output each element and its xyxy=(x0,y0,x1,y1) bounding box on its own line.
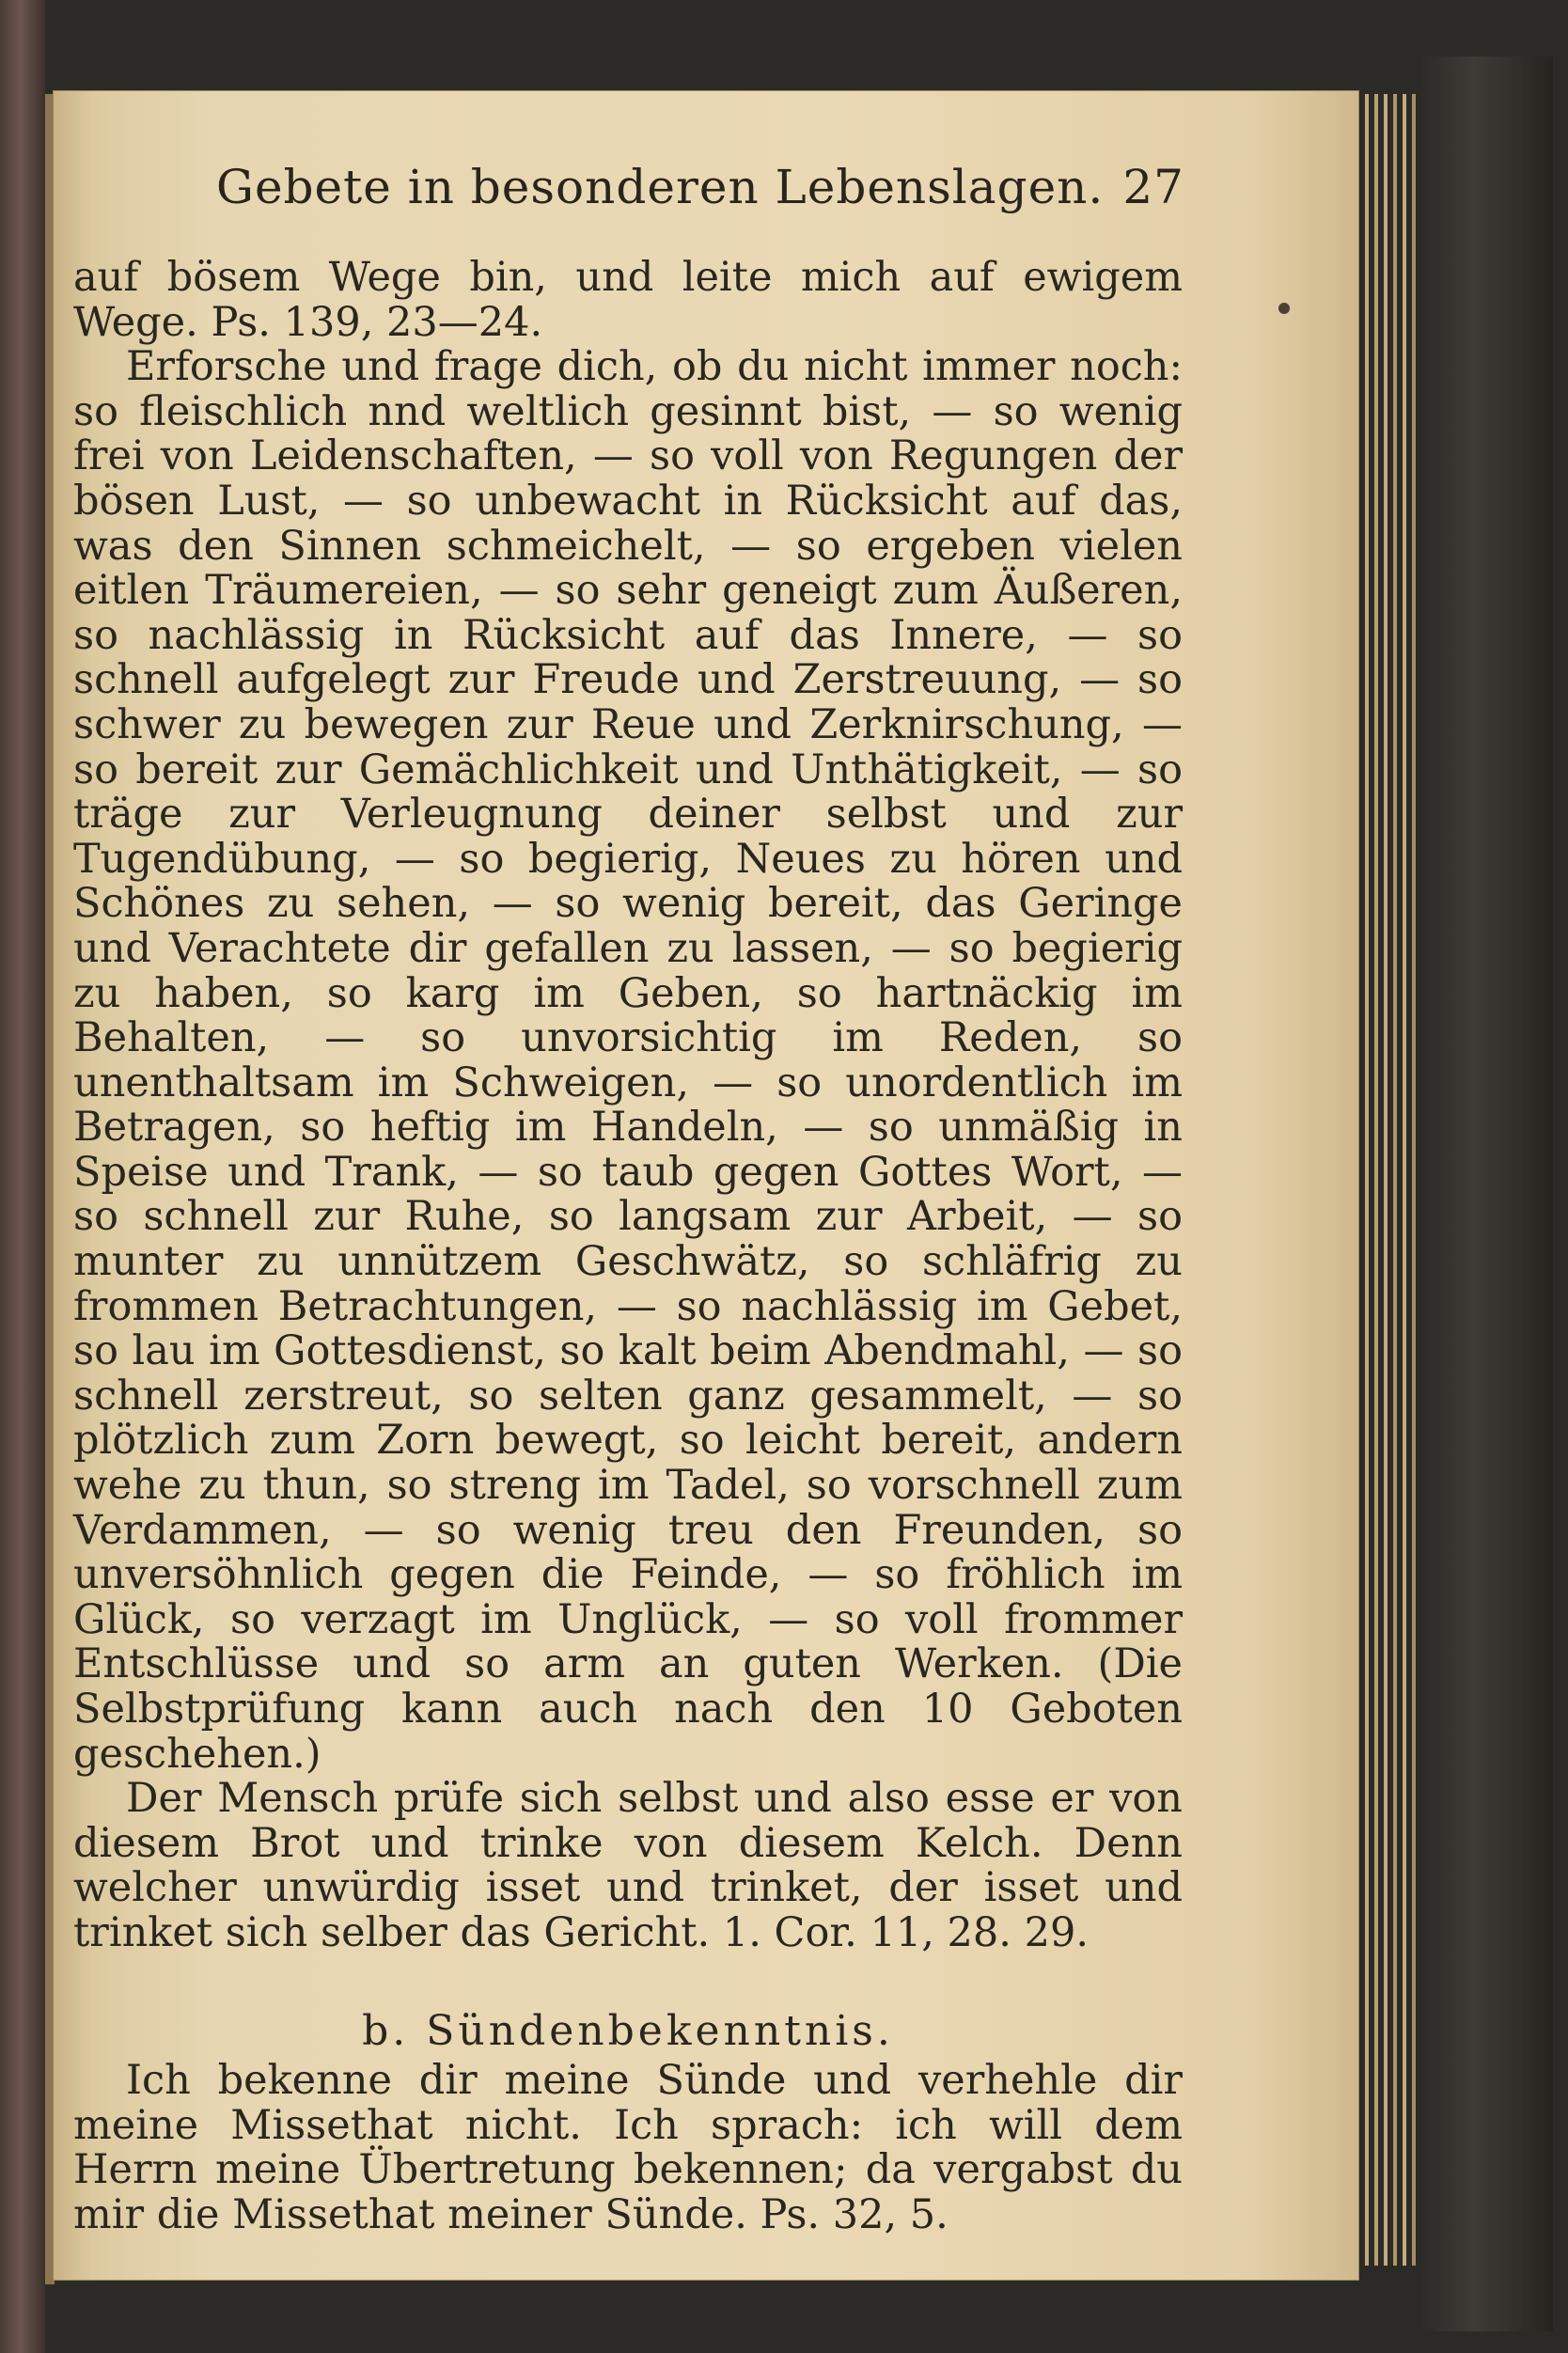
book-spine xyxy=(0,0,45,2353)
running-header xyxy=(216,160,1184,226)
paragraph-continuation: auf bösem Wege bin, und leite mich auf ewigem Wege. Ps. 139, 23—24. xyxy=(73,254,1183,346)
page-edge xyxy=(1374,94,1378,2266)
page-body xyxy=(73,256,1183,2238)
running-title: Gebete in besonderen Lebenslagen. xyxy=(216,160,1105,214)
ink-spot xyxy=(1278,303,1290,314)
paragraph-bible-quote: Der Mensch prüfe sich selbst und also esse er von diesem Brot und trinke von diesem Kelch. Denn welcher unwürdig isset und trinket, der isset und trinket sich selber das Gericht. 1. Cor. 11, 28. 29. xyxy=(73,1775,1183,1956)
page-edge xyxy=(1412,94,1416,2266)
paragraph-confession: Ich bekenne dir meine Sünde und verhehle dir meine Missethat nicht. Ich sprach: ich will dem Herrn meine Übertretung bekennen; da vergabst du mir die Missethat meiner Sünde. Ps. 32, 5. xyxy=(73,2057,1183,2238)
page-edge xyxy=(1365,94,1369,2266)
page-edge xyxy=(1403,94,1406,2266)
page-edge xyxy=(1393,94,1397,2266)
section-heading: b. Sündenbekenntnis. xyxy=(362,2006,894,2055)
page-number: 27 xyxy=(1122,160,1184,214)
paragraph-self-examination: Erforsche und frage dich, ob du nicht immer noch: so fleischlich nnd weltlich gesinnt bist, — so wenig frei von Leidenschaften, — so voll von Regungen der bösen Lust, — so unbewacht in Rücksicht auf das, was den Sinnen schmeichelt, — so ergeben vielen eitlen Träumereien, — so sehr geneigt zum Äußeren, so nachlässig in Rücksicht auf das Innere, — so schnell aufgelegt zur Freude und Zerstreuung, — so schwer zu bewegen zur Reue und Zerknirschung, — so bereit zur Gemächlichkeit und Unthätigkeit, — so träge zur Verleugnung deiner selbst und zur Tugendübung, — so begierig, Neues zu hören und Schönes zu sehen, — so wenig bereit, das Geringe und Verachtete dir gefallen zu lassen, — so begierig zu haben, so karg im Geben, so hartnäckig im Behalten, — so unvorsichtig im Reden, so unenthaltsam im Schweigen, — so unordentlich im Betragen, so heftig im Handeln, — so unmäßig in Speise und Trank, — so taub gegen Gottes Wort, — so schnell zur Ruhe, so langsam zur Arbeit, — so munter zu unnützem Geschwätz, so schläfrig zu frommen Betrachtungen, — so nachlässig im Gebet, so lau im Gottesdienst, so kalt beim Abendmahl, — so schnell zerstreut, so selten ganz gesammelt, — so plötzlich zum Zorn bewegt, so leicht bereit, andern wehe zu thun, so streng im Tadel, so vorschnell zum Verdammen, — so wenig treu den Freunden, so unversöhnlich gegen die Feinde, — so fröhlich im Glück, so verzagt im Unglück, — so voll frommer Entschlüsse und so arm an guten Werken. (Die Selbstprüfung kann auch nach den 10 Geboten geschehen.) xyxy=(73,343,1183,1778)
page-edge xyxy=(1384,94,1388,2266)
book-cover-board xyxy=(1421,56,1553,2331)
